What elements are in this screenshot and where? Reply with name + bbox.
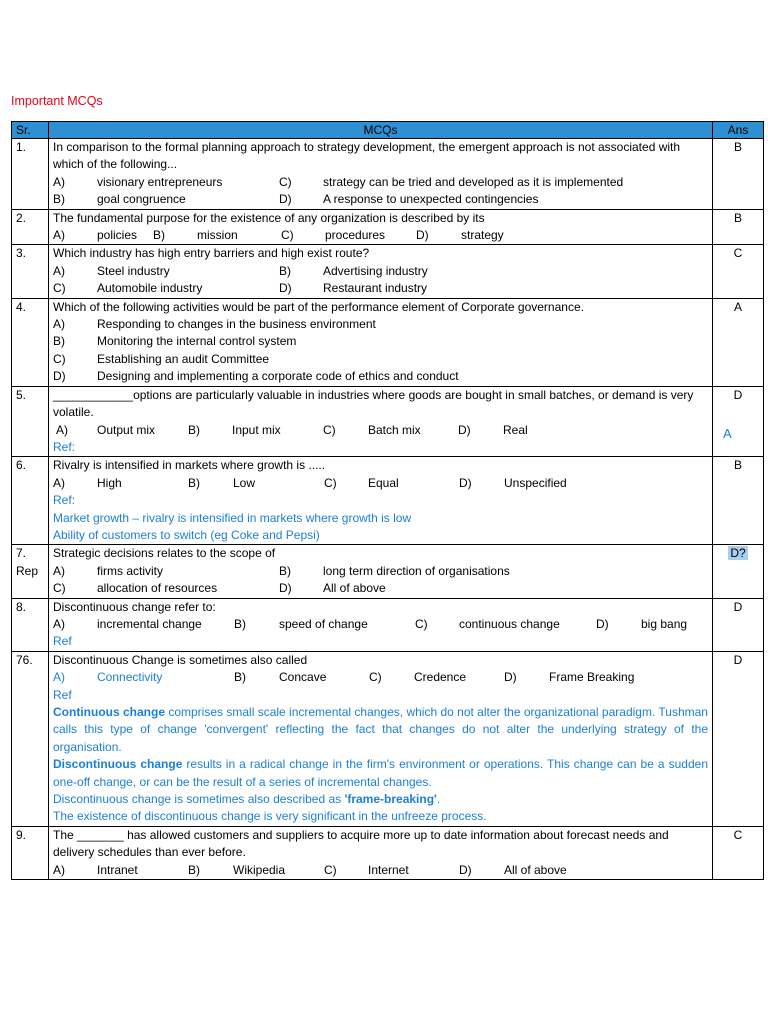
question-number: 1. <box>12 139 49 210</box>
answer-annotation: A <box>723 425 732 441</box>
repeat-marker: Rep <box>16 563 39 578</box>
header-sr: Sr. <box>12 122 49 139</box>
option-label: C) <box>415 616 428 631</box>
option-label: A) <box>53 475 65 490</box>
question-cell <box>49 298 713 386</box>
answer-cell: B <box>713 457 764 545</box>
answer-cell <box>713 386 764 457</box>
question-number: 2. <box>12 209 49 245</box>
option-text: visionary entrepreneurs <box>97 174 223 189</box>
ref-text: comprises small scale incremental changes, which do not alter the organizational paradigm. Tushman calls this type of change 'convergent' reflecting the fact that changes do not alter the underlying strategy of the organisation. <box>53 705 708 754</box>
option-text: All of above <box>504 862 567 877</box>
answer-cell: C <box>713 826 764 879</box>
option-text: Concave <box>279 670 327 685</box>
option-label: C) <box>53 351 66 366</box>
answer-cell <box>713 545 764 598</box>
question-cell <box>49 598 713 651</box>
question-row-3 <box>12 245 764 298</box>
question-text: The fundamental purpose for the existence of any organization is described by its <box>53 210 485 225</box>
options-line <box>53 263 708 280</box>
ref-term: 'frame-breaking' <box>344 792 437 807</box>
question-row-1 <box>12 139 764 210</box>
option-text: A response to unexpected contingencies <box>323 192 539 207</box>
option-text: goal congruence <box>97 192 186 207</box>
option-label: C) <box>53 581 66 596</box>
ref-label: Ref <box>53 687 72 702</box>
option-text: Low <box>233 475 256 490</box>
option-label: C) <box>279 174 292 189</box>
answer-cell: C <box>713 245 764 298</box>
option-text: strategy <box>461 228 504 243</box>
option-text: Restaurant industry <box>323 281 428 296</box>
option-text: Equal <box>368 475 399 490</box>
options-line <box>53 669 708 686</box>
options-line <box>53 351 708 368</box>
option-label: D) <box>279 281 292 296</box>
option-text: long term direction of organisations <box>323 563 510 578</box>
option-text: Connectivity <box>97 670 163 685</box>
header-ans: Ans <box>713 122 764 139</box>
option-label: C) <box>324 862 337 877</box>
options-line <box>53 333 708 350</box>
question-row-8 <box>12 598 764 651</box>
option-text: procedures <box>325 228 386 243</box>
option-label: B) <box>188 862 200 877</box>
question-number: 3. <box>12 245 49 298</box>
ref-text: Discontinuous change is sometimes also described as <box>53 792 345 807</box>
option-text: Establishing an audit Committee <box>97 351 270 366</box>
options-line <box>53 174 708 191</box>
option-text: Wikipedia <box>233 862 286 877</box>
option-label: A) <box>53 563 65 578</box>
ref-label: Ref: <box>53 439 76 454</box>
option-text: big bang <box>641 616 688 631</box>
ref-label: Ref <box>53 634 72 649</box>
options-line <box>53 580 708 597</box>
answer-cell: B <box>713 139 764 210</box>
document-title: Important MCQs <box>11 94 103 108</box>
answer-cell: D <box>713 651 764 826</box>
option-label: D) <box>459 862 472 877</box>
option-label: A) <box>53 263 65 278</box>
option-text: Steel industry <box>97 263 170 278</box>
question-text: Strategic decisions relates to the scope of <box>53 546 276 561</box>
option-text: allocation of resources <box>97 581 218 596</box>
ref-paragraph <box>53 756 708 791</box>
option-text: Internet <box>368 862 409 877</box>
question-number: 76. <box>12 651 49 826</box>
option-text: Real <box>503 422 528 437</box>
ref-text: . <box>436 792 441 807</box>
option-label: B) <box>188 422 200 437</box>
options-line <box>53 563 708 580</box>
option-label: C) <box>53 281 66 296</box>
question-number: 5. <box>12 386 49 457</box>
mcq-table <box>11 121 764 880</box>
option-label: C) <box>369 670 382 685</box>
question-text: Discontinuous change refer to: <box>53 599 216 614</box>
question-row-4 <box>12 298 764 386</box>
option-text: Designing and implementing a corporate code of ethics and conduct <box>97 369 459 384</box>
options-line <box>53 862 708 879</box>
option-label: A) <box>53 862 65 877</box>
option-label: D) <box>53 369 66 384</box>
option-text: Credence <box>414 670 467 685</box>
answer-value: D <box>733 387 743 402</box>
question-cell <box>49 457 713 545</box>
answer-cell: D <box>713 598 764 651</box>
question-text: Which of the following activities would be part of the performance element of Corporate governance. <box>53 299 584 314</box>
ref-note: Ability of customers to switch (eg Coke and Pepsi) <box>53 527 320 542</box>
option-text: Advertising industry <box>323 263 428 278</box>
option-label: A) <box>53 670 65 685</box>
option-text: continuous change <box>459 616 560 631</box>
ref-label: Ref: <box>53 493 76 508</box>
options-line <box>53 422 708 439</box>
options-line <box>53 475 708 492</box>
option-text: Frame Breaking <box>549 670 635 685</box>
option-text: Automobile industry <box>97 281 203 296</box>
question-text: Discontinuous Change is sometimes also called <box>53 652 308 667</box>
question-number: 4. <box>12 298 49 386</box>
question-text: Which industry has high entry barriers and high exist route? <box>53 246 370 261</box>
option-label: B) <box>279 263 291 278</box>
option-text: Unspecified <box>504 475 567 490</box>
option-text: Intranet <box>97 862 138 877</box>
option-label: A) <box>56 422 68 437</box>
option-label: A) <box>53 228 65 243</box>
question-number: 8. <box>12 598 49 651</box>
option-label: B) <box>234 616 246 631</box>
option-label: B) <box>53 192 65 207</box>
answer-cell: B <box>713 209 764 245</box>
option-text: policies <box>97 228 138 243</box>
option-text: Batch mix <box>368 422 421 437</box>
option-label: D) <box>279 581 292 596</box>
option-label: D) <box>416 228 429 243</box>
options-line <box>53 616 708 633</box>
option-label: C) <box>324 475 337 490</box>
option-text: Monitoring the internal control system <box>97 334 297 349</box>
question-cell <box>49 826 713 879</box>
option-label: B) <box>279 563 291 578</box>
question-row-5 <box>12 386 764 457</box>
header-mcqs: MCQs <box>49 122 713 139</box>
ref-term: Discontinuous change <box>53 757 183 772</box>
options-line <box>53 227 708 244</box>
option-label: B) <box>188 475 200 490</box>
option-text: Responding to changes in the business environment <box>97 317 376 332</box>
question-cell <box>49 545 713 598</box>
question-row-7 <box>12 545 764 598</box>
question-number: 9. <box>12 826 49 879</box>
question-row-2 <box>12 209 764 245</box>
option-text: strategy can be tried and developed as it is implemented <box>323 174 624 189</box>
question-row-76 <box>12 651 764 826</box>
option-label: D) <box>279 192 292 207</box>
option-text: incremental change <box>97 616 202 631</box>
question-text: In comparison to the formal planning approach to strategy development, the emergent approach is not associated with which of the following... <box>53 140 681 172</box>
table-header-row <box>12 122 764 139</box>
ref-term: Continuous change <box>53 705 165 719</box>
option-label: B) <box>53 334 65 349</box>
ref-paragraph <box>53 791 708 808</box>
question-text: The _______ has allowed customers and suppliers to acquire more up to date information about forecast needs and delivery schedules than ever before. <box>53 827 669 860</box>
ref-note: Market growth – rivalry is intensified in markets where growth is low <box>53 510 412 525</box>
option-label: A) <box>53 317 65 332</box>
options-line <box>53 316 708 333</box>
option-text: High <box>97 475 122 490</box>
option-label: C) <box>281 228 294 243</box>
ref-paragraph: The existence of discontinuous change is very significant in the unfreeze process. <box>53 809 487 824</box>
question-cell <box>49 651 713 826</box>
option-label: B) <box>153 228 165 243</box>
question-cell <box>49 386 713 457</box>
ref-paragraph <box>53 704 708 756</box>
options-line <box>53 280 708 297</box>
question-row-9 <box>12 826 764 879</box>
question-cell <box>49 245 713 298</box>
option-text: firms activity <box>97 563 163 578</box>
option-text: mission <box>197 228 238 243</box>
option-label: D) <box>596 616 609 631</box>
question-text: Rivalry is intensified in markets where growth is ..... <box>53 458 326 473</box>
option-label: A) <box>53 616 65 631</box>
option-text: Input mix <box>232 422 281 437</box>
question-cell <box>49 209 713 245</box>
question-number <box>12 545 49 598</box>
option-label: D) <box>459 475 472 490</box>
option-text: Output mix <box>97 422 156 437</box>
option-text: All of above <box>323 581 386 596</box>
highlighted-answer: D? <box>730 546 746 561</box>
question-text: ____________options are particularly valuable in industries where goods are bought in small batches, or demand is very volatile. <box>53 387 694 420</box>
options-line <box>53 368 708 385</box>
option-text: speed of change <box>279 616 368 631</box>
question-number: 6. <box>12 457 49 545</box>
question-row-6 <box>12 457 764 545</box>
ref-text: results in a radical change in the firm's environment or operations. This change can be a sudden one-off change, or can be the result of a series of incremental changes. <box>53 757 708 789</box>
question-number-value: 7. <box>16 546 27 561</box>
option-label: C) <box>323 422 336 437</box>
option-label: D) <box>504 670 517 685</box>
option-label: A) <box>53 174 65 189</box>
option-label: D) <box>458 422 471 437</box>
option-label: B) <box>234 670 246 685</box>
options-line <box>53 191 708 208</box>
question-cell <box>49 139 713 210</box>
answer-cell: A <box>713 298 764 386</box>
